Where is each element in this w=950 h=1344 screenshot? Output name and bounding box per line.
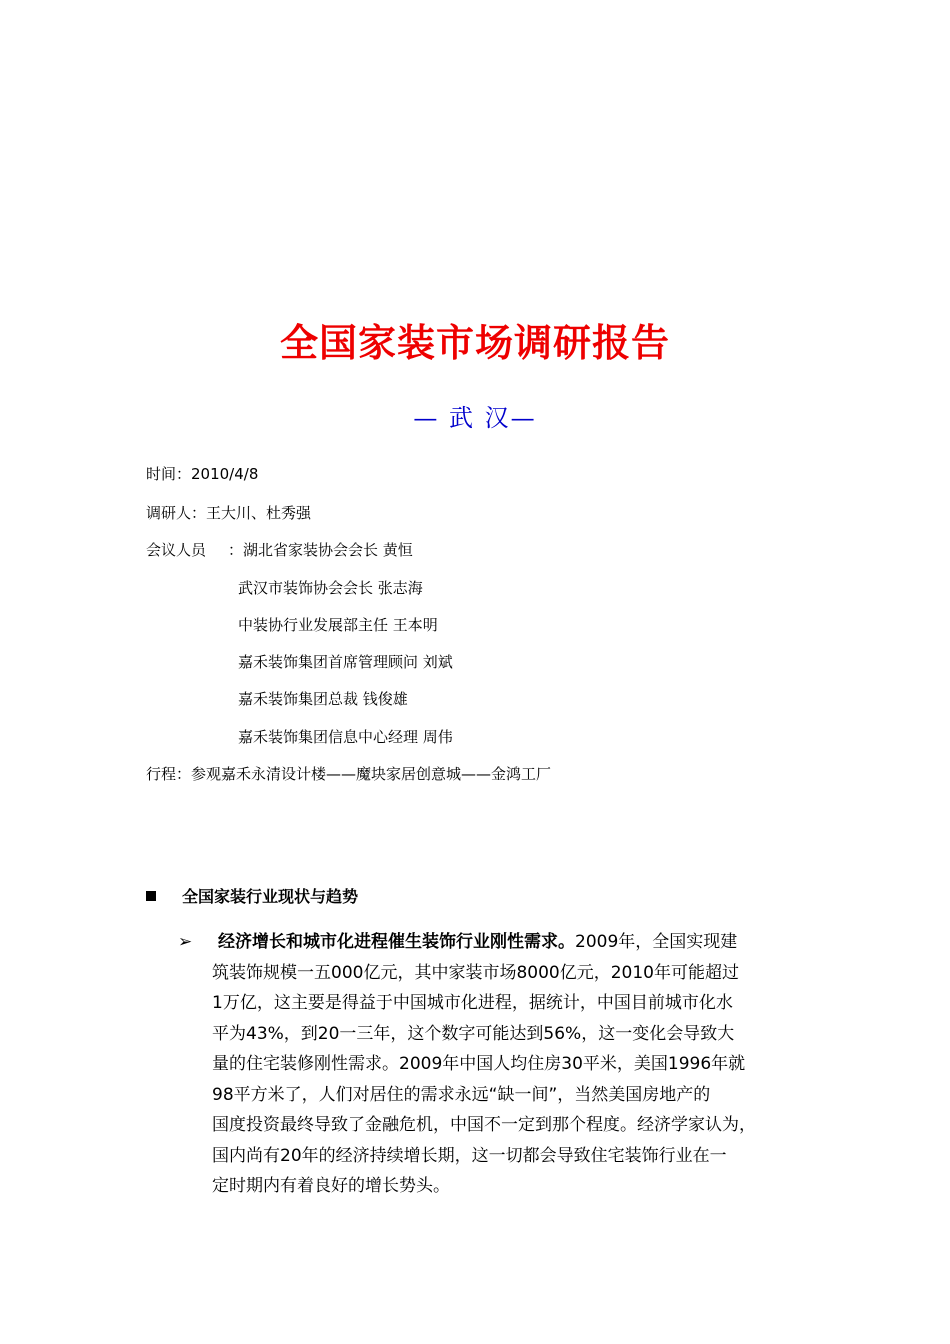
paragraph-line: 1万亿，这主要是得益于中国城市化进程，据统计，中国目前城市化水: [212, 993, 733, 1013]
paragraph-line: [212, 927, 812, 958]
body-paragraph: [212, 927, 812, 1202]
square-bullet-icon: [146, 891, 156, 901]
attendee-item: 嘉禾装饰集团信息中心经理 周伟: [238, 728, 453, 746]
attendee-item: 嘉禾装饰集团总裁 钱俊雄: [238, 690, 408, 708]
paragraph-line: 98平方米了，人们对居住的需求永远“缺一间”，当然美国房地产的: [212, 1084, 711, 1105]
paragraph-line: 国度投资最终导致了金融危机，中国不一定到那个程度。经济学家认为，: [212, 1115, 756, 1135]
attendee-item: 嘉禾装饰集团首席管理顾问 刘斌: [238, 653, 453, 671]
attendee-item: 武汉市装饰协会会长 张志海: [238, 579, 423, 597]
paragraph-lead: 经济增长和城市化进程催生装饰行业刚性需求。: [218, 932, 575, 952]
attendees-line: [146, 540, 413, 560]
section-heading-text: 全国家装行业现状与趋势: [182, 887, 359, 906]
arrow-bullet-icon: ➢: [178, 932, 193, 952]
paragraph-line-text: 2009年，全国实现建: [575, 932, 738, 952]
attendee-item: 中装协行业发展部主任 王本明: [238, 616, 438, 634]
section-heading: [146, 886, 358, 908]
date-line: 时间：2010/4/8: [146, 465, 259, 483]
report-title: 全国家装市场调研报告: [279, 320, 670, 365]
paragraph-line: 筑装饰规模一五000亿元，其中家装市场8000亿元，2010年可能超过: [212, 962, 739, 983]
attendee-first: ：湖北省家装协会会长 黄恒: [228, 541, 413, 559]
paragraph-line: 平为43%，到20一三年，这个数字可能达到56%，这一变化会导致大: [212, 1023, 735, 1044]
paragraph-line: 量的住宅装修刚性需求。2009年中国人均住房30平米，美国1996年就: [212, 1054, 746, 1074]
itinerary-line: 行程：参观嘉禾永清设计楼——魔块家居创意城——金鸿工厂: [146, 765, 552, 783]
paragraph-line: 国内尚有20年的经济持续增长期，这一切都会导致住宅装饰行业在一: [212, 1145, 727, 1166]
researchers-line: 调研人：王大川、杜秀强: [146, 504, 312, 522]
paragraph-line: 定时期内有着良好的增长势头。: [212, 1176, 450, 1196]
attendees-label: 会议人员: [146, 541, 207, 559]
report-subtitle: — 武 汉—: [413, 404, 537, 432]
